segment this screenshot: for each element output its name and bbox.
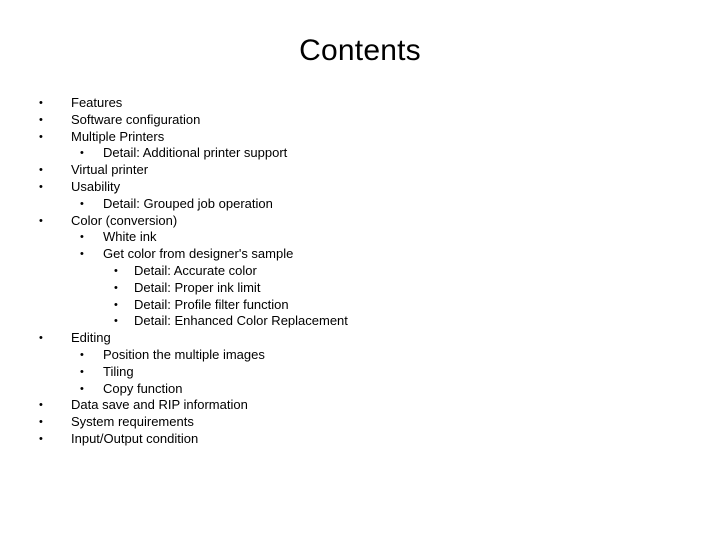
outline-item (0, 397, 720, 414)
outline-item (0, 129, 720, 146)
outline-item-text: Usability (71, 178, 121, 194)
outline-subitem-text: Copy function (103, 380, 183, 396)
bullet-icon: • (39, 332, 43, 345)
outline-subitem (0, 347, 720, 364)
bullet-icon: • (39, 399, 43, 412)
outline-item-text: Features (71, 95, 123, 110)
outline-item-text: Data save and RIP information (71, 397, 248, 413)
outline-subitem (0, 381, 720, 398)
bullet-icon: • (80, 365, 84, 378)
outline-subitem-text: Position the multiple images (103, 346, 265, 362)
bullet-icon: • (114, 281, 118, 294)
bullet-icon: • (39, 416, 43, 429)
outline-subitem (0, 246, 720, 263)
outline-detail-text: Detail: Profile filter function (134, 296, 289, 312)
outline-item-text: System requirements (71, 414, 194, 430)
bullet-icon: • (39, 214, 43, 227)
bullet-icon: • (80, 248, 84, 261)
outline-subitem (0, 145, 720, 162)
contents-outline (0, 95, 720, 448)
outline-detail-text: Detail: Enhanced Color Replacement (134, 313, 348, 329)
bullet-icon: • (39, 130, 43, 143)
slide-title: Contents (299, 34, 421, 67)
outline-detail-text: Detail: Accurate color (134, 262, 257, 278)
outline-item (0, 112, 720, 129)
bullet-icon: • (80, 348, 84, 361)
outline-item (0, 330, 720, 347)
bullet-icon: • (80, 197, 84, 210)
outline-subitem (0, 364, 720, 381)
outline-subitem (0, 196, 720, 213)
outline-item-text: Input/Output condition (71, 430, 199, 446)
bullet-icon: • (39, 432, 43, 445)
outline-detail-item (0, 297, 720, 314)
outline-detail-item (0, 263, 720, 280)
bullet-icon: • (39, 164, 43, 177)
bullet-icon: • (114, 264, 118, 277)
outline-subitem-text: White ink (103, 229, 157, 245)
bullet-icon: • (39, 113, 43, 126)
outline-item-text: Software configuration (71, 111, 201, 127)
bullet-icon: • (80, 147, 84, 160)
outline-item (0, 414, 720, 431)
bullet-icon: • (80, 382, 84, 395)
outline-detail-text: Detail: Proper ink limit (134, 279, 261, 295)
bullet-icon: • (39, 97, 43, 109)
outline-detail-item (0, 313, 720, 330)
outline-item (0, 213, 720, 230)
outline-item (0, 179, 720, 196)
bullet-icon: • (80, 231, 84, 244)
outline-subitem-text: Tiling (103, 363, 134, 379)
bullet-icon: • (39, 180, 43, 193)
outline-item-text: Editing (71, 330, 111, 346)
outline-detail-item (0, 280, 720, 297)
bullet-icon: • (114, 298, 118, 311)
outline-subitem (0, 229, 720, 246)
bullet-icon: • (114, 315, 118, 328)
outline-item (0, 162, 720, 179)
outline-subitem-text: Get color from designer's sample (103, 246, 294, 262)
outline-subitem-text: Detail: Grouped job operation (103, 195, 273, 211)
outline-item (0, 431, 720, 448)
outline-item-text: Virtual printer (71, 162, 149, 178)
outline-item-text: Color (conversion) (71, 212, 178, 228)
outline-item (0, 95, 720, 112)
outline-subitem-text: Detail: Additional printer support (103, 145, 288, 161)
outline-item-text: Multiple Printers (71, 128, 165, 144)
